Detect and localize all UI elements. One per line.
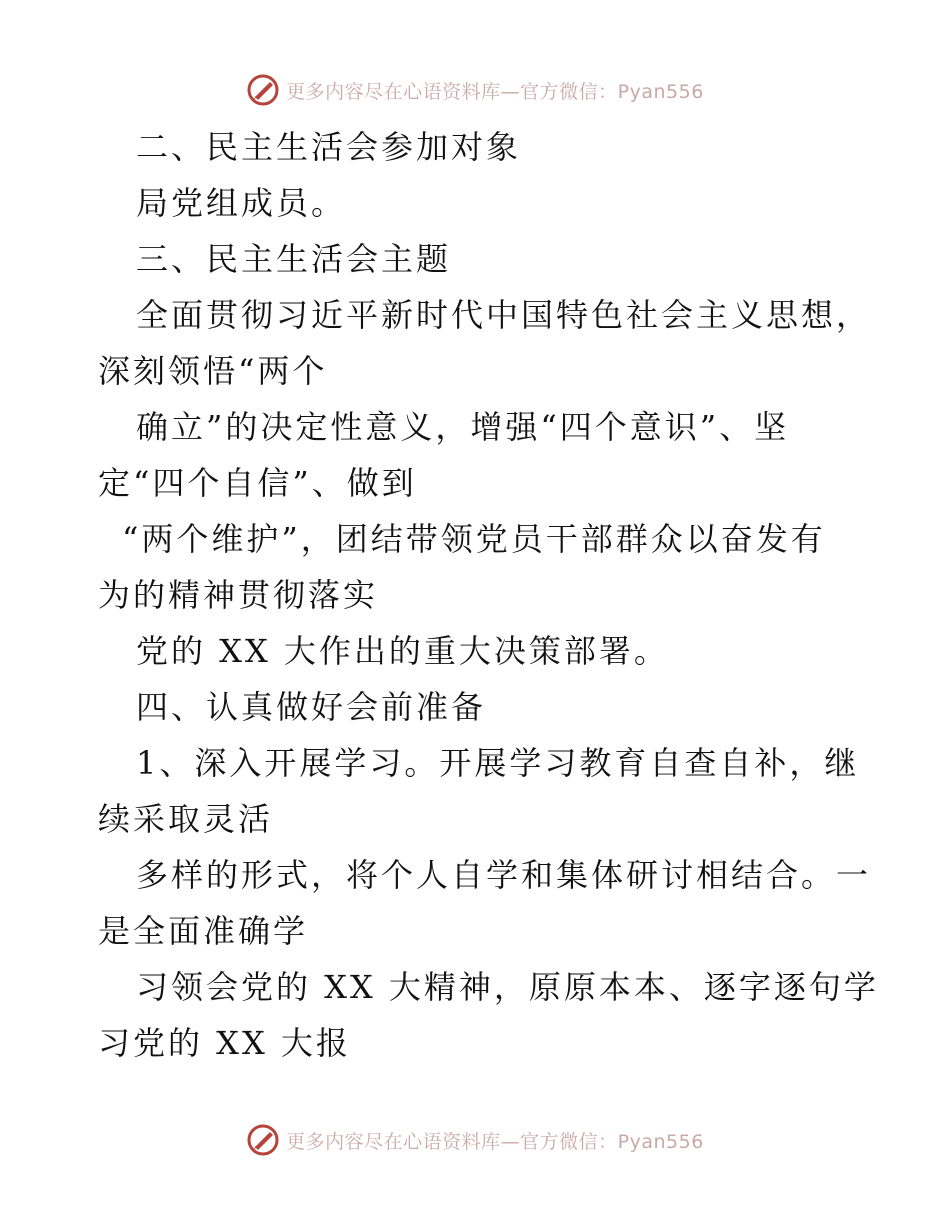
section-heading: 三、民主生活会主题 bbox=[136, 240, 452, 278]
paragraph-line: 局党组成员。 bbox=[136, 184, 347, 222]
quill-logo-icon bbox=[246, 73, 280, 107]
paragraph-line: 为的精神贯彻落实 bbox=[98, 576, 379, 614]
paragraph-line: 确立”的决定性意义，增强“四个意识”、坚 bbox=[136, 408, 790, 446]
paragraph-line: “两个维护”，团结带领党员干部群众以奋发有 bbox=[122, 520, 826, 558]
header-banner bbox=[0, 70, 950, 110]
footer-banner bbox=[0, 1120, 950, 1160]
quill-logo-icon bbox=[246, 1123, 280, 1157]
paragraph-line: 续采取灵活 bbox=[98, 800, 274, 838]
paragraph-line: 习领会党的 XX 大精神，原原本本、逐字逐句学 bbox=[136, 968, 879, 1006]
paragraph-line: 多样的形式，将个人自学和集体研讨相结合。一 bbox=[136, 856, 872, 894]
paragraph-line: 1、深入开展学习。开展学习教育自查自补，继 bbox=[136, 744, 860, 782]
section-heading: 四、认真做好会前准备 bbox=[136, 688, 487, 726]
paragraph-line: 全面贯彻习近平新时代中国特色社会主义思想， bbox=[136, 296, 872, 334]
header-banner-text: 更多内容尽在心语资料库—官方微信：Pyan556 bbox=[286, 80, 704, 103]
footer-banner-text: 更多内容尽在心语资料库—官方微信：Pyan556 bbox=[286, 1130, 704, 1153]
paragraph-line: 深刻领悟“两个 bbox=[98, 352, 328, 390]
paragraph-line: 党的 XX 大作出的重大决策部署。 bbox=[136, 632, 669, 670]
section-heading: 二、民主生活会参加对象 bbox=[136, 128, 522, 166]
paragraph-line: 习党的 XX 大报 bbox=[98, 1024, 351, 1062]
paragraph-line: 定“四个自信”、做到 bbox=[98, 464, 417, 502]
document-body bbox=[98, 119, 879, 1071]
paragraph-line: 是全面准确学 bbox=[98, 912, 309, 950]
